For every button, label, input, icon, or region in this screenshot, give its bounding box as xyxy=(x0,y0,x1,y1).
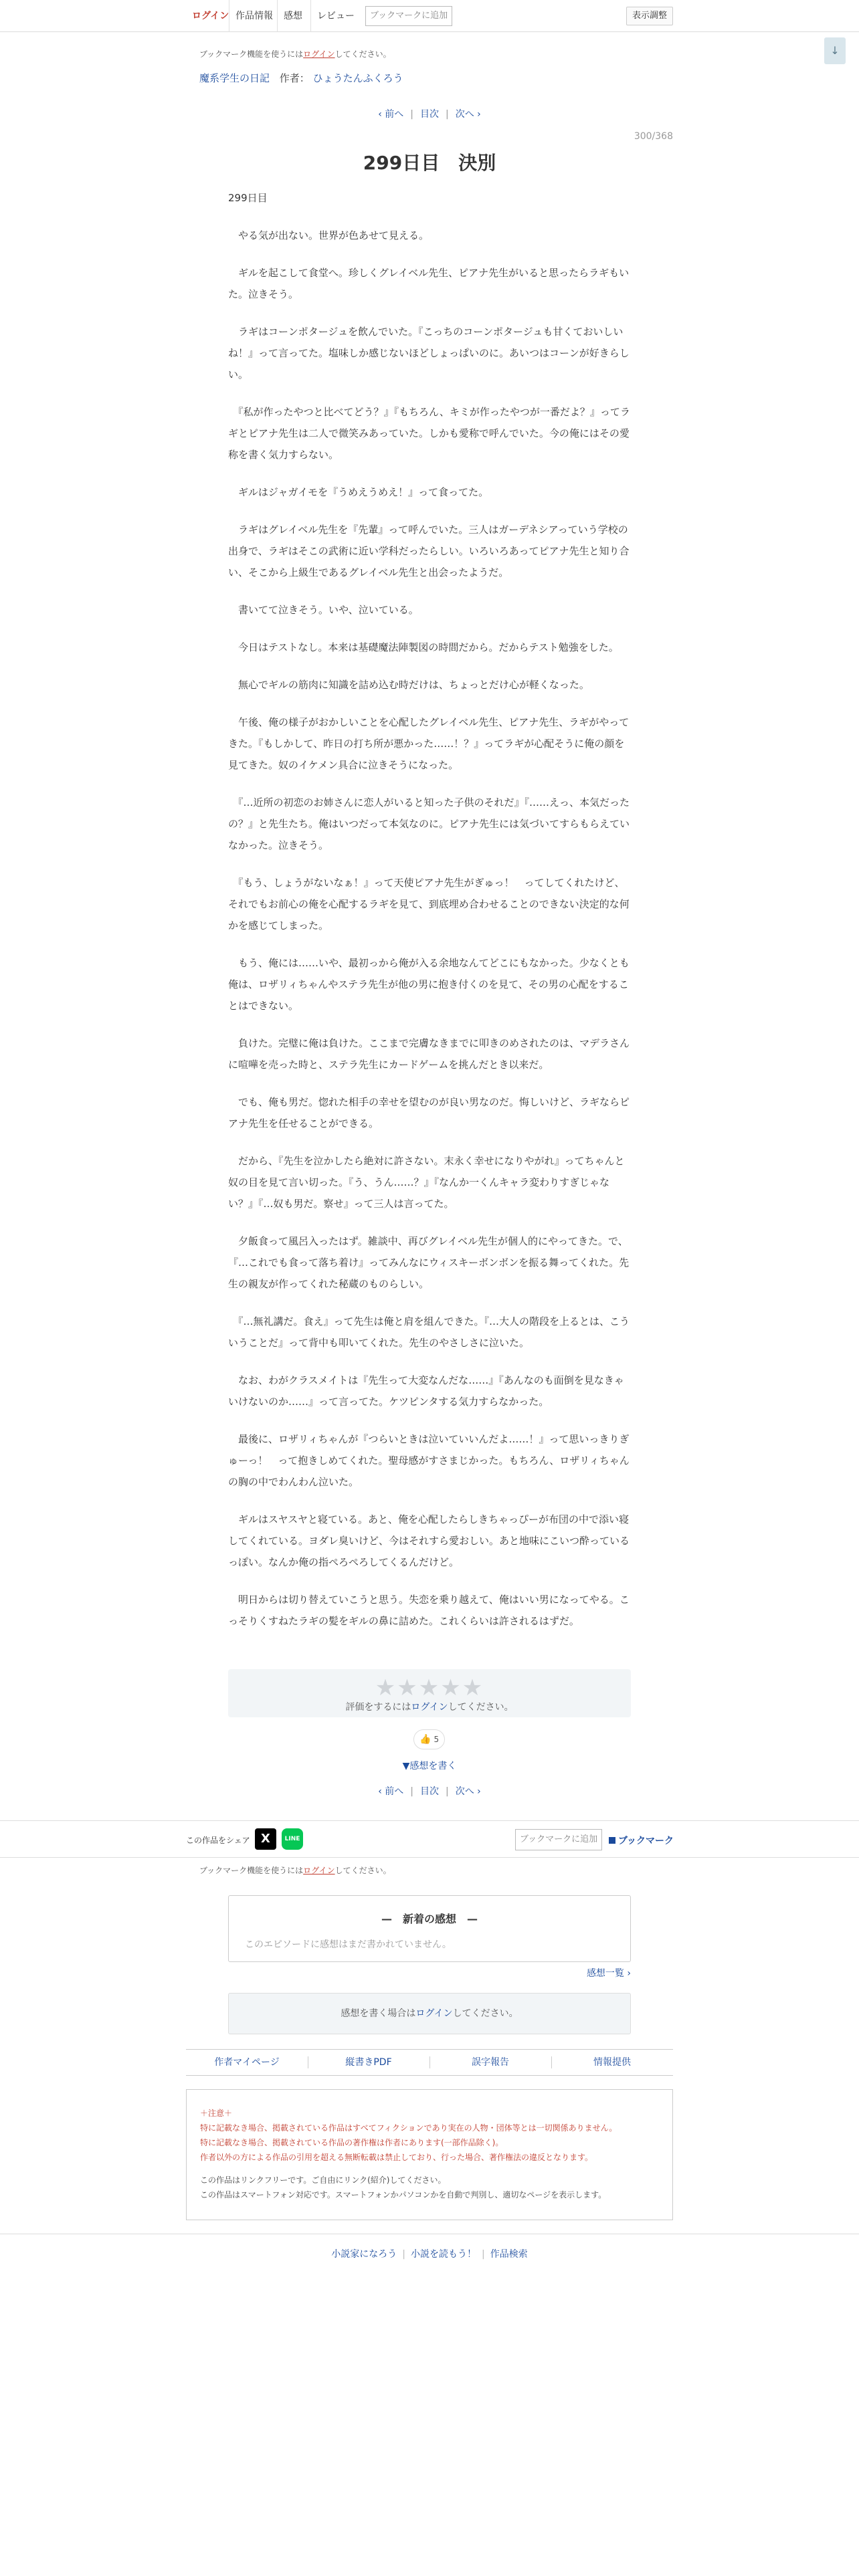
line-share-icon[interactable]: LINE xyxy=(282,1828,303,1850)
episode-body xyxy=(228,187,631,1632)
rating-login-link[interactable]: ログイン xyxy=(411,1702,448,1713)
footer-narou-link[interactable]: 小説家になろう xyxy=(331,2249,397,2260)
new-reviews-box xyxy=(228,1895,631,1962)
share-bar xyxy=(0,1820,859,1858)
body-paragraph: なお、わがクラスメイトは『先生って大変なんだな……』『あんなのも面倒を見なきゃいけないのか……』って言ってた。ケツピンタする気力すらなかった。 xyxy=(228,1374,624,1408)
reviews-list-link[interactable]: 感想一覧 › xyxy=(586,1968,631,1979)
author-mypage-link[interactable]: 作者マイページ xyxy=(214,2057,280,2068)
notice-red-line: 作者以外の方による作品の引用を超える無断転載は禁止しており、行った場合、著作権法の違反となります。 xyxy=(200,2153,593,2162)
footer: 小説家になろう | 小説を読もう！ | 作品検索 xyxy=(0,2234,859,2274)
prev-arrow-icon: ‹ xyxy=(378,1786,385,1797)
body-paragraph: 明日からは切り替えていこうと思う。失恋を乗り越えて、俺はいい男になってやる。こっそりくすねたラギの髪をギルの鼻に詰めた。これくらいは許されるはずだ。 xyxy=(228,1594,630,1627)
share-label: この作品をシェア xyxy=(186,1836,250,1845)
body-paragraph: もう、俺には……いや、最初っから俺が入る余地なんてどこにもなかった。少なくとも俺は、ロザリィちゃんやステラ先生が他の男に抱き付くのを見て、その男の心配をすることはできない。 xyxy=(228,957,630,1012)
work-links-row xyxy=(186,2049,673,2076)
body-paragraph: 最後に、ロザリィちゃんが『つらいときは泣いていいんだよ……！』って思いっきりぎゅーっ！ って抱きしめてくれた。聖母感がすさまじかった。もちろん、ロザリィちゃんの胸の中でわんわん泣いた。 xyxy=(228,1433,630,1488)
body-paragraph: 負けた。完璧に俺は負けた。ここまで完膚なきまでに叩きのめされたのは、マデラさんに喧嘩を売った時と、ステラ先生にカードゲームを挑んだとき以来だ。 xyxy=(228,1037,630,1071)
body-paragraph: 『…無礼講だ。食え』って先生は俺と肩を組んできた。『…大人の階段を上るとは、こういうことだ』って背中も叩いてくれた。先生のやさしさに泣いた。 xyxy=(228,1315,630,1349)
body-paragraph: ギルはジャガイモを『うめえうめえ！』って食ってた。 xyxy=(228,486,489,498)
x-share-icon[interactable]: X xyxy=(255,1828,276,1850)
rating-box xyxy=(228,1669,631,1717)
body-paragraph: 午後、俺の様子がおかしいことを心配したグレイベル先生、ピアナ先生、ラギがやってきた。『もしかして、昨日の打ち所が悪かった……！？』ってラギが心配そうに俺の顔を見てきた。奴のイケメン具合に泣きそうになった。 xyxy=(228,716,630,771)
body-paragraph: やる気が出ない。世界が色あせて見える。 xyxy=(228,229,430,241)
notice-box xyxy=(186,2089,673,2220)
body-paragraph: ラギはコーンポタージュを飲んでいた。『こっちのコーンポタージュも甘くておいしいね！』って言ってた。塩味しか感じないほどしょっぱいのに。あいつはコーンが好きらしい。 xyxy=(228,326,630,381)
write-box-login-link[interactable]: ログイン xyxy=(415,2008,453,2019)
body-paragraph: 夕飯食って風呂入ったはず。雑談中、再びグレイベル先生が個人的にやってきた。で、『…これでも食って落ち着け』ってみんなにウィスキーボンボンを振る舞ってくれた。先生の親友が作ってくれた秘蔵のものらしい。 xyxy=(228,1235,630,1290)
share-add-bookmark-button[interactable]: ブックマークに追加 xyxy=(515,1829,602,1850)
rating-note xyxy=(228,1700,631,1713)
series-line xyxy=(199,71,403,85)
body-paragraph: ギルを起こして食堂へ。珍しくグレイベル先生、ピアナ先生がいると思ったらラギもいた。泣きそう。 xyxy=(228,267,630,300)
pager-next-link[interactable]: 次へ xyxy=(455,1786,474,1797)
write-review-toggle[interactable]: ▼感想を書く xyxy=(402,1761,457,1772)
body-paragraph: ラギはグレイベル先生を『先輩』って呼んでいた。三人はガーデネシアっていう学校の出身で、ラギはそこの武術に近い学科だったらしい。いろいろあってピアナ先生と知り合い、そこから上級生であるグレイベル先生と出会ったようだ。 xyxy=(228,524,630,578)
author-link[interactable]: ひょうたんふくろう xyxy=(312,72,403,84)
top-nav-inner xyxy=(186,0,673,32)
pager-prev-link[interactable]: 前へ xyxy=(385,109,404,120)
footer-yomou-link[interactable]: 小説を読もう！ xyxy=(411,2249,476,2260)
rating-note-prefix: 評価をするには xyxy=(345,1702,411,1713)
bookmark-note xyxy=(199,48,391,60)
pager-prev-link[interactable]: 前へ xyxy=(385,1786,404,1797)
nav-add-bookmark-button[interactable]: ブックマークに追加 xyxy=(365,6,452,26)
pager-next-link[interactable]: 次へ xyxy=(455,109,474,120)
body-paragraph: だから、『先生を泣かしたら絶対に許さない。末永く幸せになりやがれ』ってちゃんと奴の目を見て言い切った。『う、うん……？』『なんか一くんキャラ変わりすぎじゃない？』『…奴も男だ。察せ』って三人は言ってた。 xyxy=(228,1155,625,1210)
pager-bottom: ‹ 前へ | 目次 | 次へ › xyxy=(378,1786,481,1797)
write-box-prefix: 感想を書く場合は xyxy=(341,2008,416,2019)
body-paragraph: 『…近所の初恋のお姉さんに恋人がいると知った子供のそれだ』『……えっ、本気だったの？』と先生たち。俺はいつだって本気なのに。ピアナ先生には気づいてすらもらえていなかった。泣きそう。 xyxy=(228,796,630,851)
author-label: 作者： xyxy=(279,72,310,84)
next-arrow-icon: › xyxy=(474,109,481,120)
pager-toc-link[interactable]: 目次 xyxy=(420,1786,439,1797)
notice-gray-line: この作品はスマートフォン対応です。スマートフォンかパソコンかを自動で判別し、適切なページを表示します。 xyxy=(200,2190,607,2199)
body-paragraph: 書いてて泣きそう。いや、泣いている。 xyxy=(228,604,419,616)
bookmark-link-label: ブックマーク xyxy=(618,1836,674,1846)
next-arrow-icon: › xyxy=(474,1786,481,1797)
bookmark-note-login-link[interactable]: ログイン xyxy=(303,1866,335,1875)
write-review-box xyxy=(228,1993,631,2034)
new-reviews-empty: このエピソードに感想はまだ書かれていません。 xyxy=(245,1939,452,1950)
nav-review[interactable]: レビュー xyxy=(310,0,361,32)
display-settings-button[interactable]: 表示調整 xyxy=(626,7,673,25)
thumbs-up-icon: 👍 xyxy=(419,1734,432,1745)
like-button[interactable] xyxy=(413,1729,445,1749)
vertical-pdf-link[interactable]: 縦書きPDF xyxy=(345,2057,392,2068)
nav-work-info[interactable]: 作品情報 xyxy=(229,0,279,32)
notice-red-line: 特に記載なき場合、掲載されている作品はすべてフィクションであり実在の人物・団体等とは一切関係ありません。 xyxy=(200,2123,617,2133)
body-paragraph: 今日はテストなし。本来は基礎魔法陣製図の時間だから。だからテスト勉強をした。 xyxy=(228,641,619,653)
bookmark-note-prefix: ブックマーク機能を使うには xyxy=(199,1866,304,1875)
footer-search-link[interactable]: 作品検索 xyxy=(490,2249,528,2260)
bookmark-note-prefix: ブックマーク機能を使うには xyxy=(199,49,304,59)
bookmark-note-suffix: してください。 xyxy=(335,49,391,59)
body-paragraph: 『私が作ったやつと比べてどう？』『もちろん、キミが作ったやつが一番だよ？』ってラギとピアナ先生は二人で微笑みあっていた。しかも愛称で呼んでいた。今の俺にはその愛称を書く気力すらない。 xyxy=(228,406,630,461)
top-nav xyxy=(0,0,859,32)
new-reviews-title: — 新着の感想 — xyxy=(381,1913,478,1925)
body-paragraph: 299日目 xyxy=(228,192,268,204)
body-paragraph: 無心でギルの筋肉に知識を詰め込む時だけは、ちょっとだけ心が軽くなった。 xyxy=(228,679,589,691)
notice-red-line: 特に記載なき場合、掲載されている作品の著作権は作者にあります(一部作品除く)。 xyxy=(200,2138,504,2147)
nav-login[interactable]: ログイン xyxy=(192,11,229,21)
typo-report-link[interactable]: 誤字報告 xyxy=(472,2057,509,2068)
bookmark-note-login-link[interactable]: ログイン xyxy=(303,49,335,59)
nav-reviews[interactable]: 感想 xyxy=(277,0,308,32)
rating-stars[interactable]: ★★★★★ xyxy=(375,1675,484,1701)
rating-note-suffix: してください。 xyxy=(448,1702,514,1713)
body-paragraph: ギルはスヤスヤと寝ている。あと、俺を心配したらしきちゃっぴーが布団の中で添い寝してくれている。ヨダレ臭いけど、今はそれすら愛おしい。あと地味にこいつ酔っているっぽい。なんか俺の指ぺろぺろしてくるんだけど。 xyxy=(228,1513,630,1568)
body-paragraph: 『もう、しょうがないなぁ！』って天使ピアナ先生がぎゅっ！ ってしてくれたけど、それでもお前心の俺を心配するラギを見て、到底埋め合わせることのできない決定的な何かを感じてしまった。 xyxy=(228,877,630,932)
series-title-link[interactable]: 魔系学生の日記 xyxy=(199,72,270,84)
pager-toc-link[interactable]: 目次 xyxy=(420,109,439,120)
bookmark-link[interactable] xyxy=(609,1834,674,1847)
info-report-link[interactable]: 情報提供 xyxy=(593,2057,631,2068)
prev-arrow-icon: ‹ xyxy=(378,109,385,120)
bookmark-square-icon xyxy=(609,1837,615,1844)
scroll-down-icon[interactable]: ↓ xyxy=(824,37,846,64)
notice-gray-line: この作品はリンクフリーです。ご自由にリンク(紹介)してください。 xyxy=(200,2175,446,2185)
pager-top: ‹ 前へ | 目次 | 次へ › xyxy=(378,109,481,120)
write-box-suffix: してください。 xyxy=(452,2008,518,2019)
episode-title: 299日目 決別 xyxy=(363,152,496,174)
bookmark-note-bottom xyxy=(199,1864,391,1876)
body-paragraph: でも、俺も男だ。惚れた相手の幸せを望むのが良い男なのだ。悔しいけど、ラギならピアナ先生を任せることができる。 xyxy=(228,1096,630,1130)
bookmark-note-suffix: してください。 xyxy=(335,1866,391,1875)
like-count: 5 xyxy=(434,1735,440,1744)
episode-counter: 300/368 xyxy=(634,131,673,142)
notice-heading: ＋注意＋ xyxy=(200,2109,233,2118)
